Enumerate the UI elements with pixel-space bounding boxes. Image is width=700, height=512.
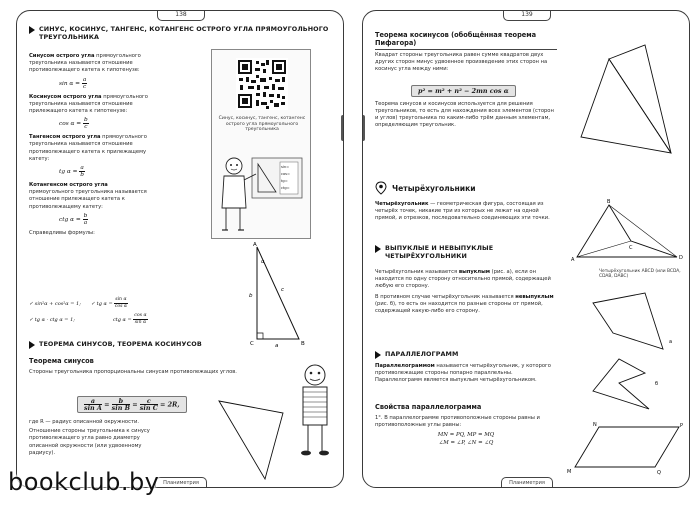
- property-1-sides: MN = PQ, MP = MQ: [437, 432, 495, 439]
- section-title: ТЕОРЕМА СИНУСОВ, ТЕОРЕМА КОСИНУСОВ: [39, 340, 202, 348]
- svg-text:M: M: [567, 469, 572, 475]
- cosine-law-note: Теорема синусов и косинусов используется для решения треугольников, то есть для нахождения всех элементов (сторон и углов) треугольника по каким-либо трём данным элементам, определяющим треугольник.: [375, 100, 554, 129]
- property-1: 1°. В параллелограмме противоположные стороны равны и противоположные углы равны:: [375, 415, 540, 429]
- right-triangle-diagram: [241, 239, 311, 351]
- svg-text:B: B: [301, 341, 305, 347]
- tangent-definition: Тангенсом острого угла прямоугольного треугольника называется отношение противолежащего катета к прилежащему катету:: [29, 134, 147, 162]
- svg-text:sin=: sin=: [281, 165, 290, 169]
- sine-definition: Синусом острого угла прямоугольного треугольника называется отношение противолежащего катета к гипотенузе:: [29, 53, 141, 74]
- parallelogram-heading: ПАРАЛЛЕЛОГРАММ: [375, 347, 557, 359]
- svg-text:C: C: [629, 245, 633, 251]
- section-heading-laws: [29, 337, 329, 349]
- page-footer: Планиметрия: [501, 477, 553, 488]
- cosine-law-triangle: [573, 41, 683, 161]
- cosine-definition: Косинусом острого угла прямоугольного треугольника называется отношение прилежащего катета к гипотенузе:: [29, 93, 148, 115]
- qr-code-icon[interactable]: [236, 58, 288, 110]
- cosine-formula: cos α = $\frac{b}{c}$: [59, 117, 88, 131]
- law-of-sines-text: Стороны треугольника пропорциональны синусам противолежащих углов.: [29, 369, 237, 375]
- identity-tangent-ratio: ✓ tg α = $\frac{\text{sin α}}{\text{cos α}}$: [90, 297, 128, 309]
- page-number: 138: [157, 10, 205, 21]
- identity-pythagorean: ✓ sin²α + cos²α = 1;: [29, 300, 81, 307]
- page-footer: Планиметрия: [155, 477, 207, 488]
- properties-title: Свойства параллелограмма: [375, 403, 482, 411]
- cotangent-definition: Котангенсом острого угла прямоугольного треугольника называется отношение прилежащего катета к противолежащему катету:: [29, 182, 147, 210]
- svg-text:a: a: [275, 343, 279, 349]
- law-of-sines-notes: [29, 419, 159, 457]
- parallelogram-properties: [375, 403, 557, 447]
- parallelogram-definition: Параллелограммом называется четырёхугольник, у которого противолежащие стороны попарно параллельны. Параллелограмм является выпуклым четырёхугольником.: [375, 363, 551, 384]
- triangle-marker-icon: [29, 341, 35, 349]
- cotangent-formula: ctg α = $\frac{b}{a}$: [59, 212, 88, 226]
- svg-text:ctg=: ctg=: [281, 186, 290, 190]
- identity-cotangent-ratio: ctg α = $\frac{\text{cos α}}{\text{sin α}}$: [112, 313, 147, 325]
- svg-text:Q: Q: [657, 470, 661, 476]
- law-of-sines-triangle: [213, 383, 303, 483]
- svg-text:tg=: tg=: [281, 179, 288, 183]
- law-of-sines-title: Теорема синусов: [29, 357, 94, 365]
- identities-label: Справедливы формулы:: [29, 229, 95, 236]
- identity-tg-ctg: ✓ tg α · ctg α = 1;: [29, 316, 75, 323]
- quadrilateral-abcd-diagram: [569, 197, 689, 267]
- right-page: [362, 10, 690, 488]
- student-illustration: [293, 361, 339, 461]
- nonconvex-quadrilateral-diagram: [589, 355, 679, 411]
- trig-definitions: [29, 53, 151, 237]
- svg-text:cos=: cos=: [281, 172, 291, 176]
- quadrilaterals-title: Четырёхугольники: [392, 183, 476, 193]
- circumradius-note: где R — радиус описанной окружности.: [29, 419, 139, 425]
- diameter-note: Отношение стороны треугольника к синусу противолежащего угла равно диаметру описанной окружности (или удвоенному радиусу).: [29, 428, 150, 456]
- svg-text:b: b: [249, 293, 253, 299]
- quadrilaterals-section: [375, 177, 681, 195]
- law-of-sines-formula: $\frac{a}{\text{sin A}}$ = $\frac{b}{\text{sin B}}$ = $\frac{c}{\text{sin C}}$ = 2R,: [77, 391, 187, 413]
- svg-text:C: C: [250, 341, 254, 347]
- cosine-law-text: Квадрат стороны треугольника равен сумме квадратов двух других сторон минус удвоенное произведение этих сторон на косинус угла между ними:: [375, 52, 548, 73]
- svg-text:A: A: [571, 257, 575, 263]
- cosine-law-formula: p² = m² + n² − 2mn cos α: [411, 78, 557, 97]
- svg-text:α: α: [261, 259, 265, 265]
- svg-text:а: а: [669, 339, 673, 345]
- convex-definition: Четырёхугольник называется выпуклым (рис. а), если он находится по одну сторону относительно прямой, содержащей любую его сторону. В противном случае четырёхугольник называется невыпуклым (рис. б), то есть он находится по разные стороны от прямой, содержащей какую-либо его сторону.: [375, 269, 554, 315]
- convex-heading: ВЫПУКЛЫЕ И НЕВЫПУКЛЫЕ ЧЕТЫРЁХУГОЛЬНИКИ: [375, 241, 555, 260]
- section-heading-trig: [29, 25, 329, 44]
- tangent-formula: tg α = $\frac{a}{b}$: [59, 165, 84, 179]
- qr-video-panel: [211, 49, 311, 239]
- qr-caption: Синус, косинус, тангенс, котангенс острого угла прямоугольного треугольника: [218, 116, 306, 133]
- sine-formula: sin α = $\frac{a}{c}$: [59, 76, 87, 90]
- svg-text:N: N: [593, 422, 597, 428]
- triangle-marker-icon: [29, 26, 35, 34]
- map-pin-icon: [375, 181, 387, 195]
- svg-text:D: D: [679, 255, 683, 261]
- cosine-law-title: Теорема косинусов (обобщённая теорема Пифагора): [375, 31, 557, 50]
- svg-text:б: б: [655, 381, 659, 387]
- triangle-marker-icon: [375, 245, 381, 253]
- left-page: [16, 10, 344, 488]
- cosine-law-block: [375, 31, 557, 129]
- page-number: 139: [503, 10, 551, 21]
- bookclub-watermark: bookclub.by: [8, 468, 160, 496]
- convex-quadrilateral-diagram: [589, 289, 679, 355]
- parallelogram-mnpq-diagram: [561, 421, 687, 477]
- section-title: СИНУС, КОСИНУС, ТАНГЕНС, КОТАНГЕНС ОСТРОГО УГЛА ПРЯМОУГОЛЬНОГО ТРЕУГОЛЬНИКА: [39, 25, 329, 41]
- svg-text:c: c: [281, 287, 285, 293]
- law-of-sines-block: [29, 357, 259, 376]
- identities-block: [29, 297, 229, 326]
- page-edge-tab: [362, 115, 365, 141]
- svg-text:P: P: [680, 423, 684, 429]
- teacher-illustration: [216, 146, 308, 236]
- quadrilateral-definition: Четырёхугольник — геометрическая фигура, состоящая из четырёх точек, никакие три из которых не лежат на одной прямой, и отрезков, последовательно соединяющих эти точки.: [375, 201, 550, 222]
- svg-text:B: B: [607, 199, 611, 205]
- page-edge-tab: [341, 115, 344, 141]
- triangle-marker-icon: [375, 351, 381, 359]
- property-1-angles: ∠M = ∠P, ∠N = ∠Q: [438, 440, 494, 447]
- quadrilateral-caption: Четырёхугольник ABCD (или BCDA, CDAB, DABC): [599, 269, 681, 280]
- svg-text:A: A: [253, 242, 257, 248]
